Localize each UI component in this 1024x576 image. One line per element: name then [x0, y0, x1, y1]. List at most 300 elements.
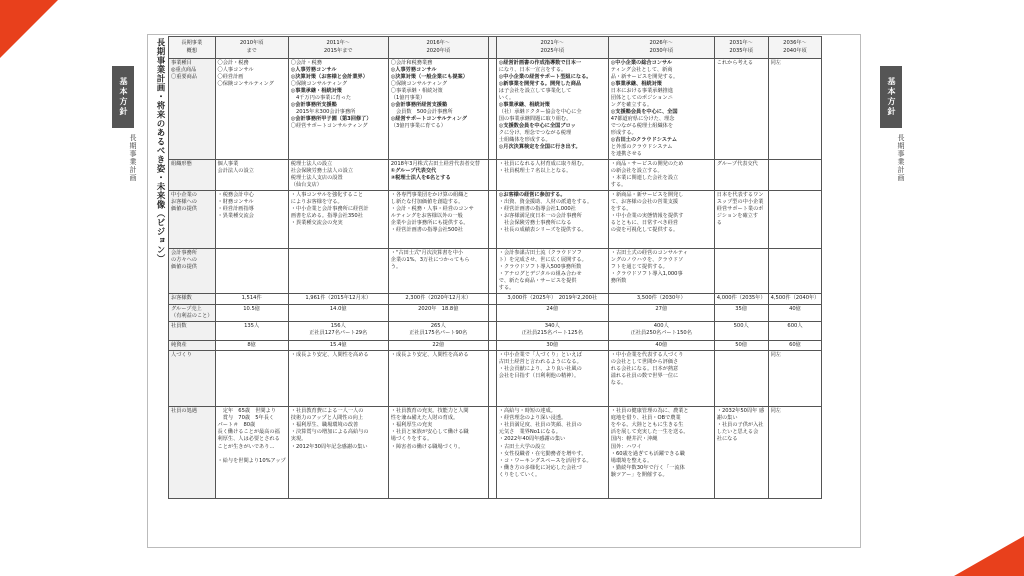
- text-line: 2026年～: [649, 40, 674, 47]
- plan-cell: [608, 407, 714, 499]
- plan-cell: [496, 351, 608, 407]
- text-line: 500人: [733, 323, 749, 330]
- text-line: ・2032年50周年 感: [716, 408, 765, 415]
- text-line: 340人: [544, 323, 560, 330]
- text-line: 場づくりをする。: [390, 436, 433, 443]
- text-line: は子会社を設立して事業化して: [498, 88, 572, 95]
- text-line: 2035年頃: [729, 47, 753, 54]
- text-line: ・経営理念のより深い浸透。: [498, 415, 567, 422]
- text-line: ・社員の健康管理の為に、農業と: [610, 408, 689, 415]
- text-line: 10.5億: [243, 306, 260, 313]
- row-label: [169, 351, 216, 407]
- text-line: ジションを確立す: [716, 213, 759, 220]
- plan-cell: [388, 59, 488, 160]
- stat-row: [169, 305, 822, 322]
- text-line: これから考える: [716, 60, 754, 66]
- plan-cell: [608, 341, 714, 351]
- text-line: ・商品・サービスの開発のため: [610, 161, 684, 168]
- plan-cell: [714, 322, 768, 341]
- plan-cell: [496, 249, 608, 294]
- plan-cell: [215, 407, 288, 499]
- text-line: ◎古田土のクラウドシステム: [610, 137, 678, 144]
- text-line: ・社員税理士７名以上となる。: [498, 168, 572, 175]
- text-line: ・中小企業の実態情報を提供す: [610, 213, 684, 220]
- text-line: 中小企業の: [171, 192, 197, 199]
- text-line: 利厚生、人は必要とされる: [217, 436, 280, 443]
- text-line: 2040年頃: [783, 47, 807, 54]
- text-line: 謝の集い: [716, 415, 738, 422]
- text-line: クに分け、理念でつながる税理: [498, 130, 572, 137]
- plan-cell: [215, 191, 288, 249]
- text-line: [218, 250, 286, 257]
- plan-cell: [496, 59, 608, 160]
- header-period: [496, 37, 608, 59]
- plan-cell: [496, 160, 608, 191]
- text-line: の会社として世間から評価さ: [610, 359, 679, 366]
- text-line: [717, 250, 766, 257]
- text-line: ・中小企業を代表する人づくり: [610, 352, 684, 359]
- text-line: ◎会計事務所支援塾: [290, 102, 337, 109]
- text-line: ・給与を世間より10%アップ: [217, 457, 286, 464]
- text-line: フトを通じて提供する。: [610, 264, 668, 271]
- text-line: 験ツアー」を開催する。: [610, 471, 668, 478]
- text-line: と外部のクラウドシステム: [610, 144, 673, 151]
- text-line: [771, 250, 820, 257]
- plan-cell: [288, 305, 388, 322]
- text-line: 〇人事コンサル: [217, 67, 254, 74]
- header-topic: [169, 37, 216, 59]
- plan-cell: [215, 294, 288, 305]
- text-line: れる会社になる。日本が熱意: [610, 366, 679, 373]
- text-line: 3,000件（2025年） 2019年2,200社: [507, 295, 598, 302]
- text-line: する。: [498, 285, 515, 292]
- text-line: 〇事業承継・相続対策: [390, 88, 443, 95]
- text-line: 溢れる社員の数で世界一位に: [610, 373, 679, 380]
- text-line: ・勤続年数30年で行く「一流体: [610, 464, 685, 471]
- text-line: 2036年～: [783, 40, 807, 47]
- text-line: 1,961件（2015年12月末）: [305, 295, 372, 302]
- text-line: 40億: [655, 342, 668, 349]
- long-term-plan-table: [168, 36, 822, 499]
- column-gap: [488, 305, 496, 322]
- plan-cell: [388, 305, 488, 322]
- plan-cell: [768, 249, 822, 294]
- text-line: ◎事業承継、相続対策: [498, 102, 550, 109]
- text-line: ・2012年30周年記念感謝の集い: [290, 443, 368, 450]
- text-line: 人づくり: [171, 352, 192, 359]
- row-label: [169, 322, 216, 341]
- plan-cell: [215, 249, 288, 294]
- text-line: ・社員になれる人材育成に取り組む。: [498, 161, 587, 168]
- text-line: ◎支援数会員を中心に全国ブロッ: [498, 123, 576, 130]
- text-line: グループ代表交代: [716, 161, 758, 168]
- text-line: ・社員の子供が入社: [716, 422, 764, 429]
- row-label: [169, 160, 216, 191]
- stat-row: [169, 341, 822, 351]
- text-line: ・高給与・時短の達成。: [498, 408, 556, 415]
- plan-cell: [496, 191, 608, 249]
- text-line: 〇保険コンサルティング: [290, 81, 348, 88]
- plan-cell: [388, 341, 488, 351]
- text-line: ・クラウドソフト導入1,000事: [610, 271, 683, 278]
- text-line: 14.0億: [329, 306, 347, 313]
- plan-cell: [608, 322, 714, 341]
- text-line: 24億: [546, 306, 559, 313]
- text-line: ルティングをお客様以外の一般: [390, 213, 463, 220]
- text-line: 3,500件（2030年）: [636, 295, 686, 302]
- column-gap: [488, 322, 496, 341]
- text-line: ・コ・ワーキングスペースを活用する。: [498, 457, 592, 464]
- text-line: 会計法人の設立: [217, 168, 254, 175]
- text-line: 40億: [789, 306, 801, 313]
- plan-cell: [768, 322, 822, 341]
- text-line: 2015年末300会計事務所: [290, 109, 356, 116]
- text-line: 組織形態: [171, 161, 192, 168]
- text-line: て、お客様の会社の営業支援: [610, 199, 679, 206]
- text-line: ◎経営サポートコンサルティング: [390, 116, 467, 123]
- text-line: [291, 250, 386, 257]
- text-line: ◎新事業を開発する。開発した商品: [498, 81, 582, 88]
- text-line: 税理士法人の設立: [290, 161, 333, 168]
- text-line: 2010年頃: [239, 40, 264, 47]
- text-line: グループ売上: [171, 306, 202, 313]
- text-line: を連携させる: [610, 151, 642, 158]
- document-vertical-title: 長期事業計画・将来のあるべき姿・未来像（ビジョン）: [155, 38, 165, 263]
- text-line: 同左: [770, 408, 781, 415]
- text-line: ングを確立する。: [610, 102, 653, 109]
- plan-cell: [288, 160, 388, 191]
- plan-cell: [215, 59, 288, 160]
- text-line: ・中小企業で「人づくり」といえば: [498, 352, 582, 359]
- text-line: 賞与 70歳 5年長く: [217, 415, 275, 422]
- text-line: るとともに、日常すべき経営: [610, 220, 679, 227]
- side-sublabel-left: 長期事業計画: [129, 134, 137, 182]
- text-line: ・福利厚生の充実: [390, 422, 433, 429]
- plan-cell: [768, 59, 822, 160]
- text-line: ・各専門事業団をかけ算の組織と: [390, 192, 469, 199]
- column-gap: [488, 37, 496, 59]
- plan-cell: [608, 249, 714, 294]
- plan-cell: [714, 191, 768, 249]
- text-line: 価値の提供: [171, 264, 197, 271]
- plan-cell: [288, 322, 388, 341]
- text-line: ①グループ代表交代: [390, 168, 437, 175]
- text-line: 士組織体を形成する。: [498, 137, 551, 144]
- text-line: ・異業種交流会の充実: [290, 220, 343, 227]
- text-line: 15.4億: [329, 342, 347, 349]
- plan-cell: [496, 322, 608, 341]
- text-line: 2015年まで: [323, 47, 353, 54]
- plan-cell: [288, 351, 388, 407]
- stat-row: [169, 322, 822, 341]
- text-line: 品・新サービスを開発する。: [610, 74, 679, 81]
- text-line: ングのノウハウを、クラウドソ: [610, 257, 684, 264]
- text-line: ・お客様満足度日本一の会計事務所: [498, 213, 582, 220]
- text-line: の方々への: [171, 257, 197, 264]
- text-line: 形成する。: [610, 130, 637, 137]
- text-line: 会計事務所: [171, 250, 197, 257]
- text-line: 1,514件: [241, 295, 262, 302]
- text-line: （仙台支店）: [290, 182, 322, 189]
- plan-cell: [768, 341, 822, 351]
- text-line: 社員数: [171, 323, 187, 330]
- header-period: [388, 37, 488, 59]
- text-line: ・経営計画書の指導会社500社: [390, 227, 463, 234]
- text-line: 60億: [789, 342, 801, 349]
- text-line: 団体としてのポジションニ: [610, 95, 673, 102]
- text-line: ・経営計画書の指導会社1,000社: [498, 206, 576, 213]
- text-line: 務所数: [610, 278, 627, 285]
- plan-cell: [496, 341, 608, 351]
- text-line: 正社員175名パート90名: [409, 330, 468, 337]
- text-line: （有利益のこと）: [171, 313, 213, 320]
- text-line: 265人: [430, 323, 446, 330]
- text-line: 27億: [655, 306, 668, 313]
- text-line: ◎決算対策（一般企業にも提案）: [390, 74, 468, 81]
- side-tab-left: 基本方針: [112, 66, 134, 128]
- plan-cell: [215, 305, 288, 322]
- text-line: ティング会社として、新商: [610, 67, 673, 74]
- text-line: 2020年 18.8億: [418, 306, 459, 313]
- text-line: 2021年～: [540, 40, 565, 47]
- text-line: の新会社を設立する。: [610, 168, 663, 175]
- text-line: 同左: [770, 352, 781, 359]
- plan-cell: [714, 294, 768, 305]
- text-line: 35億: [735, 306, 748, 313]
- text-line: 600人: [787, 323, 803, 330]
- text-line: 経営サポート業のポ: [716, 206, 764, 213]
- text-line: 〇会計・税務: [217, 60, 249, 66]
- text-line: [771, 192, 820, 199]
- text-line: ・障害者の働ける職場づくり。: [390, 443, 464, 450]
- row-label: [169, 294, 216, 305]
- text-line: ・社員満足度、社員の笑顔、社員の: [498, 422, 582, 429]
- text-line: 国の事業承継問題に取り組む。: [498, 116, 572, 123]
- text-line: ・財務コンサル: [217, 199, 254, 206]
- corner-accent-top-left: [0, 0, 58, 58]
- plan-cell: [714, 249, 768, 294]
- plan-cell: [496, 407, 608, 499]
- plan-row: [169, 191, 822, 249]
- text-line: ・異業種交流会: [217, 213, 254, 220]
- text-line: ・社長の成績表シリーズを提供する。: [498, 227, 587, 234]
- text-line: （3億円事業に育てる）: [390, 123, 446, 130]
- text-line: [218, 451, 286, 458]
- text-line: 会社を目指す（日利利他の精神）。: [498, 373, 580, 380]
- text-line: 長期事業: [181, 40, 203, 47]
- text-line: 個人事業: [217, 161, 239, 168]
- text-line: ②税理士法人を6名とする: [390, 175, 451, 182]
- text-line: 50億: [735, 342, 748, 349]
- text-line: ・成長より安定、人間性を高める: [290, 352, 369, 359]
- text-line: ト）を完成させ、世に広く展開する。: [498, 257, 587, 264]
- text-line: 4,500件（2040年）: [770, 295, 820, 302]
- text-line: 日本を代表するワン: [716, 192, 764, 199]
- text-line: [717, 352, 766, 359]
- text-line: 〇保険コンサルティング: [217, 81, 274, 88]
- text-line: 同左: [770, 60, 781, 66]
- text-line: 47都道府県に分けた、理念: [610, 116, 675, 123]
- text-line: 社員の処遇: [171, 408, 197, 415]
- text-line: お客様への: [171, 199, 197, 206]
- text-line: 2020年頃: [426, 47, 451, 54]
- text-line: ・社員教育の充実。技能力と人間: [390, 408, 469, 415]
- text-line: パート＃ 80歳: [217, 422, 256, 429]
- text-line: ◎月次決算検定を全国に行き出す。: [498, 144, 581, 151]
- text-line: 古田土経営と言われるようになる。: [498, 359, 582, 366]
- column-gap: [488, 191, 496, 249]
- text-line: 〇会計・税務: [290, 60, 322, 66]
- text-line: ・中小企業と会計事務所に経営計: [290, 206, 369, 213]
- plan-cell: [288, 59, 388, 160]
- row-label: [169, 341, 216, 351]
- header-period: [288, 37, 388, 59]
- text-line: る: [716, 220, 722, 227]
- plan-cell: [608, 294, 714, 305]
- text-line: なる。: [610, 380, 627, 387]
- text-line: 2031年～: [729, 40, 753, 47]
- text-line: 2025年頃: [540, 47, 565, 54]
- plan-cell: [608, 191, 714, 249]
- text-line: （1億円事業）: [390, 95, 426, 102]
- text-line: ・社会貢献により、より良い社風の: [498, 366, 582, 373]
- text-line: お客様数: [171, 295, 192, 302]
- text-line: 場環境を整える。: [610, 457, 653, 464]
- text-line: 社会保険労務士事務所になる: [498, 220, 572, 227]
- text-line: ◎決算対策（お客様と会計業界）: [290, 74, 368, 81]
- column-gap: [488, 160, 496, 191]
- text-line: 正社員127名パート29名: [309, 330, 368, 337]
- text-line: （社）承継ドクター協会を中心に全: [498, 109, 582, 116]
- plan-cell: [288, 249, 388, 294]
- text-line: ・福利厚生、職場環境の改善: [290, 422, 359, 429]
- text-line: 定年 65歳 世間より: [217, 408, 276, 415]
- row-label: [169, 249, 216, 294]
- plan-cell: [388, 191, 488, 249]
- plan-cell: [714, 305, 768, 322]
- text-line: ・クラウドソフト導入500事務所数: [498, 264, 582, 271]
- plan-cell: [714, 59, 768, 160]
- text-line: 156人: [330, 323, 346, 330]
- text-line: 8億: [247, 342, 256, 349]
- plan-cell: [215, 322, 288, 341]
- text-line: ・2022年40周年感謝の集い: [498, 436, 566, 443]
- text-line: 実現。: [290, 436, 307, 443]
- text-line: したいと思える会: [716, 429, 759, 436]
- column-gap: [488, 249, 496, 294]
- plan-row: [169, 160, 822, 191]
- text-line: をする。: [610, 206, 632, 213]
- text-line: し新たな付加価値を創造する。: [390, 199, 464, 206]
- text-line: ・成長より安定、人間性を高める: [390, 352, 469, 359]
- text-line: [771, 161, 820, 168]
- row-label: [169, 305, 216, 322]
- plan-cell: [388, 249, 488, 294]
- text-line: ・税務会計中心: [217, 192, 254, 199]
- text-line: 価値の提供: [171, 206, 197, 213]
- text-line: 2,300件（2020年12月末）: [405, 295, 472, 302]
- header-period: [215, 37, 288, 59]
- text-line: ・人事コンサルを強化すること: [290, 192, 364, 199]
- text-line: 画書を広める。指導会社350社: [290, 213, 363, 220]
- text-line: 135人: [244, 323, 260, 330]
- text-line: 30億: [546, 342, 559, 349]
- text-line: ◎経営計画書の作成指導数で日本一: [498, 60, 582, 66]
- text-line: くりをしていく。: [498, 471, 541, 478]
- header-period: [608, 37, 714, 59]
- text-line: ・社員教育費による一人一人の: [290, 408, 364, 415]
- text-line: ・60歳を過ぎても活躍できる職: [610, 450, 685, 457]
- text-line: をやる。大陸とともに生きる生: [610, 422, 684, 429]
- plan-cell: [768, 160, 822, 191]
- plan-cell: [768, 294, 822, 305]
- plan-cell: [608, 59, 714, 160]
- plan-cell: [288, 407, 388, 499]
- text-line: ◎中小企業の総合コンサル: [610, 60, 673, 66]
- text-line: 2011年～: [326, 40, 351, 47]
- text-line: 国外：ハワイ: [610, 443, 642, 450]
- text-line: 日本における事業承継推進: [610, 88, 674, 95]
- text-line: 純資産: [171, 342, 187, 349]
- row-label: [169, 59, 216, 160]
- text-line: ・出資、資金援助、人材の派遣をする。: [498, 199, 593, 206]
- text-line: ・会計参謀古田土流（クラウドソフ: [498, 250, 582, 257]
- row-label: [169, 191, 216, 249]
- text-line: 企業や会計事務所にも提供する。: [390, 220, 469, 227]
- text-line: 2016年～: [426, 40, 451, 47]
- text-line: 企業の1%、3万社につかってもら: [390, 257, 470, 264]
- plan-cell: [768, 351, 822, 407]
- text-line: ◎中小企業の経営サポート型組になる。: [498, 74, 592, 81]
- text-line: ◎会計事務所甲子園（第3回修了）: [290, 116, 372, 123]
- side-sublabel-right: 長期事業計画: [897, 134, 905, 182]
- text-line: 庭地を借り、社員・OBで農業: [610, 415, 681, 422]
- text-line: 〇経営サポートコンサルティング: [290, 123, 368, 130]
- text-line: ・女性役職者・在宅勤務者を増やす。: [498, 450, 587, 457]
- plan-cell: [714, 351, 768, 407]
- text-line: 22億: [432, 342, 445, 349]
- text-line: ・古田土式の経営のコンサルティ: [610, 250, 688, 257]
- column-gap: [488, 59, 496, 160]
- plan-cell: [608, 305, 714, 322]
- text-line: ・"古田士式"月次決算書を中小: [390, 250, 463, 257]
- text-line: 概想: [186, 47, 197, 54]
- plan-cell: [768, 191, 822, 249]
- text-line: ことが生きがいであり…: [217, 443, 275, 450]
- text-line: 活を展して充実した一生を送る。: [610, 429, 689, 436]
- column-gap: [488, 341, 496, 351]
- text-line: 長く働けることが最高の福: [217, 429, 280, 436]
- text-line: ◎事業承継・相続対策: [290, 88, 342, 95]
- plan-cell: [288, 191, 388, 249]
- text-line: まで: [246, 47, 257, 54]
- plan-row: [169, 407, 822, 499]
- plan-row: [169, 351, 822, 407]
- text-line: でつながる税理士組織体を: [610, 123, 674, 130]
- text-line: ・古田土大学の設立: [498, 443, 546, 450]
- text-line: ◎人事労務コンサル: [390, 67, 437, 74]
- plan-cell: [608, 351, 714, 407]
- text-line: 2030年頃: [649, 47, 674, 54]
- column-gap: [488, 351, 496, 407]
- text-line: する。: [610, 182, 627, 189]
- text-line: ・働き方の多様化に対応した会社づ: [498, 464, 582, 471]
- side-tab-right: 基本方針: [880, 66, 902, 128]
- plan-cell: [496, 305, 608, 322]
- plan-cell: [288, 294, 388, 305]
- text-line: 事業種目: [171, 60, 192, 66]
- text-line: で、新たな商品・サービスを提供: [498, 278, 577, 285]
